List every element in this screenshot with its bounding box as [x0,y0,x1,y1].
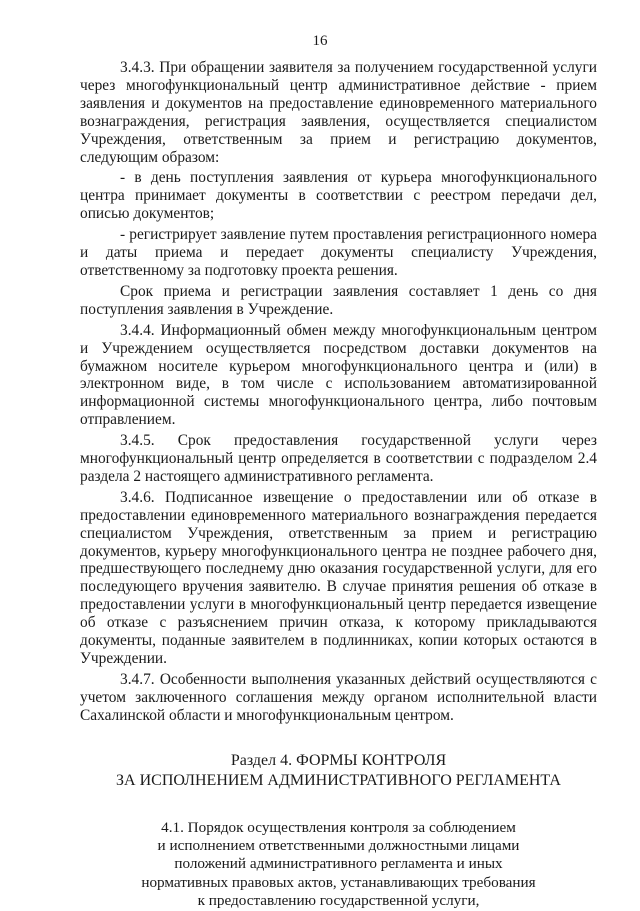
section-heading-line-2: ЗА ИСПОЛНЕНИЕМ АДМИНИСТРАТИВНОГО РЕГЛАМЕНТА [116,771,561,789]
subsection-heading-line-4: нормативных правовых актов, устанавливающих требования [141,873,536,891]
page-body [80,59,597,911]
subsection-heading-line-3: положений административного регламента и иных [174,855,503,873]
subsection-4-1-heading [80,819,597,911]
subsection-heading-line-5: к предоставлению государственной услуги, [197,892,480,910]
section-4-heading [80,751,597,791]
paragraph-registration-term: Срок приема и регистрации заявления составляет 1 день со дня поступления заявления в Учреждение. [80,282,597,318]
paragraph-3-4-6: 3.4.6. Подписанное извещение о предоставлении или об отказе в предоставлении единовременного материального вознаграждения передается специалистом Учреждения, ответственным за прием и регистрацию документов, курьеру многофункционального центра не позднее рабочего дня, предшествующего последнему дню оказания государственной услуги, для его последующего вручения заявителю. В случае принятия решения об отказе в предоставлении услуги в многофункциональный центр передается извещение об отказе с разъяснением причин отказа, к которому прикладываются документы, поданные заявителем в подлинниках, копии которых остаются в Учреждении. [80,488,597,667]
paragraph-3-4-7: 3.4.7. Особенности выполнения указанных действий осуществляются с учетом заключенного соглашения между органом исполнительной власти Сахалинской области и многофункциональным центром. [80,670,597,724]
paragraph-3-4-5: 3.4.5. Срок предоставления государственной услуги через многофункциональный центр определяется в соответствии с подразделом 2.4 раздела 2 настоящего административного регламента. [80,432,597,485]
subsection-heading-line-1: 4.1. Порядок осуществления контроля за соблюдением [161,818,516,836]
paragraph-3-4-4: 3.4.4. Информационный обмен между многофункциональным центром и Учреждением осуществляется посредством доставки документов на бумажном носителе курьером многофункционального центра и (или) в электронном виде, в том числе с использованием автоматизированной информационной системы многофункционального центра, либо почтовым отправлением. [80,321,597,429]
list-item-register-application: - регистрирует заявление путем проставления регистрационного номера и даты приема и передает документы специалисту Учреждения, ответственному за подготовку проекта решения. [80,226,597,279]
subsection-heading-line-2: и исполнением ответственными должностными лицами [157,837,520,855]
list-item-receive-documents: - в день поступления заявления от курьера многофункционального центра принимает документы в соответствии с реестром передачи дел, описью документов; [80,169,597,223]
paragraph-3-4-3: 3.4.3. При обращении заявителя за получением государственной услуги через многофункциональный центр административное действие - прием заявления и документов на предоставление единовременного материального вознаграждения, регистрация заявления, осуществляется специалистом Учреждения, ответственным за прием и регистрацию документов, следующим образом: [80,59,597,166]
page-number: 16 [312,33,328,49]
section-heading-line-1: Раздел 4. ФОРМЫ КОНТРОЛЯ [230,751,447,769]
